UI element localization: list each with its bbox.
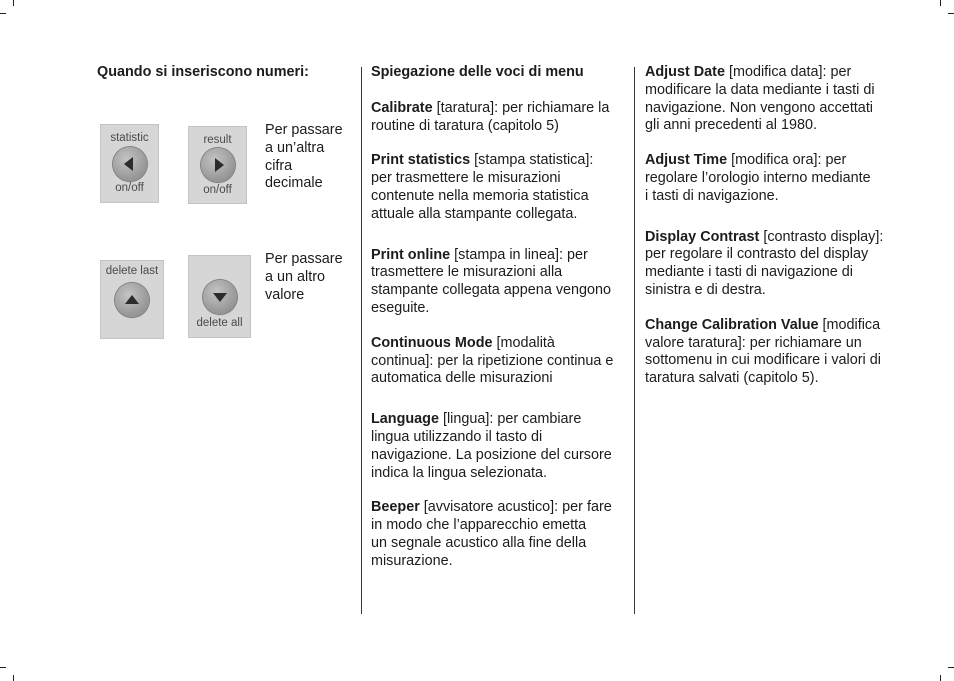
menu-item-display-contrast: Display Contrast [contrasto display]: per regolare il contrasto del display mediante i tasti di navigazione di sinistra e di destra. xyxy=(645,228,884,298)
section-heading: Quando si inseriscono numeri: xyxy=(97,64,309,80)
result-key[interactable] xyxy=(188,126,247,204)
menu-item-change-calibration-value: Change Calibration Value [modifica valore taratura]: per richiamare un sottomenu in cui modificare i valori di taratura salvati (capitolo 5). xyxy=(645,316,881,387)
crop-mark xyxy=(0,667,6,668)
key-bottom-label: delete all xyxy=(196,317,243,329)
crop-mark xyxy=(940,675,941,681)
column-divider xyxy=(361,67,362,614)
menu-item-calibrate: Calibrate [taratura]: per richiamare la routine di taratura (capitolo 5) xyxy=(371,99,610,134)
column-divider xyxy=(634,67,635,614)
menu-item-print-statistics: Print statistics [stampa statistica]: per trasmettere le misurazioni contenute nella memoria statistica attuale alla stampante collegata. xyxy=(371,152,594,222)
note-next-value: Per passare a un altro valore xyxy=(265,251,343,303)
arrow-up-icon xyxy=(115,283,149,317)
menu-item-adjust-date: Adjust Date [modifica data]: per modificare la data mediante i tasti di navigazione. Non vengono accettati gli anni precedenti al 1980. xyxy=(645,64,875,134)
menu-item-print-online: Print online [stampa in linea]: per trasmettere le misurazioni alla stampante collegata appena vengono eseguite. xyxy=(371,246,612,316)
note-decimal-digit: Per passare a un’altra cifra decimale xyxy=(265,122,343,192)
menu-explanation-column-2 xyxy=(645,64,945,388)
menu-item-beeper: Beeper [avvisatore acustico]: per fare in modo che l’apparecchio emetta un segnale acustico alla fine della misurazione. xyxy=(371,499,612,569)
section-title: Spiegazione delle voci di menu xyxy=(371,64,584,80)
crop-mark xyxy=(948,13,954,14)
key-top-label: result xyxy=(203,134,232,146)
arrow-down-icon xyxy=(203,280,237,314)
key-bottom-label: on/off xyxy=(203,184,232,196)
crop-mark xyxy=(0,13,6,14)
key-top-label: statistic xyxy=(110,132,149,144)
arrow-left-icon xyxy=(113,147,147,181)
menu-item-adjust-time: Adjust Time [modifica ora]: per regolare l’orologio interno mediante i tasti di navigazione. xyxy=(645,152,871,204)
delete-last-key[interactable] xyxy=(100,260,164,339)
crop-mark xyxy=(13,0,14,6)
menu-item-language: Language [lingua]: per cambiare lingua utilizzando il tasto di navigazione. La posizione del cursore indica la lingua selezionata. xyxy=(371,411,612,481)
crop-mark xyxy=(13,675,14,681)
crop-mark xyxy=(948,667,954,668)
menu-item-continuous-mode: Continuous Mode [modalità continua]: per la ripetizione continua e automatica delle misurazioni xyxy=(371,334,614,387)
delete-all-key[interactable] xyxy=(188,255,251,338)
statistic-key[interactable] xyxy=(100,124,159,203)
key-top-label: delete last xyxy=(105,265,159,277)
arrow-right-icon xyxy=(201,148,235,182)
menu-explanation-column xyxy=(371,64,633,571)
crop-mark xyxy=(940,0,941,6)
key-bottom-label: on/off xyxy=(115,182,144,194)
